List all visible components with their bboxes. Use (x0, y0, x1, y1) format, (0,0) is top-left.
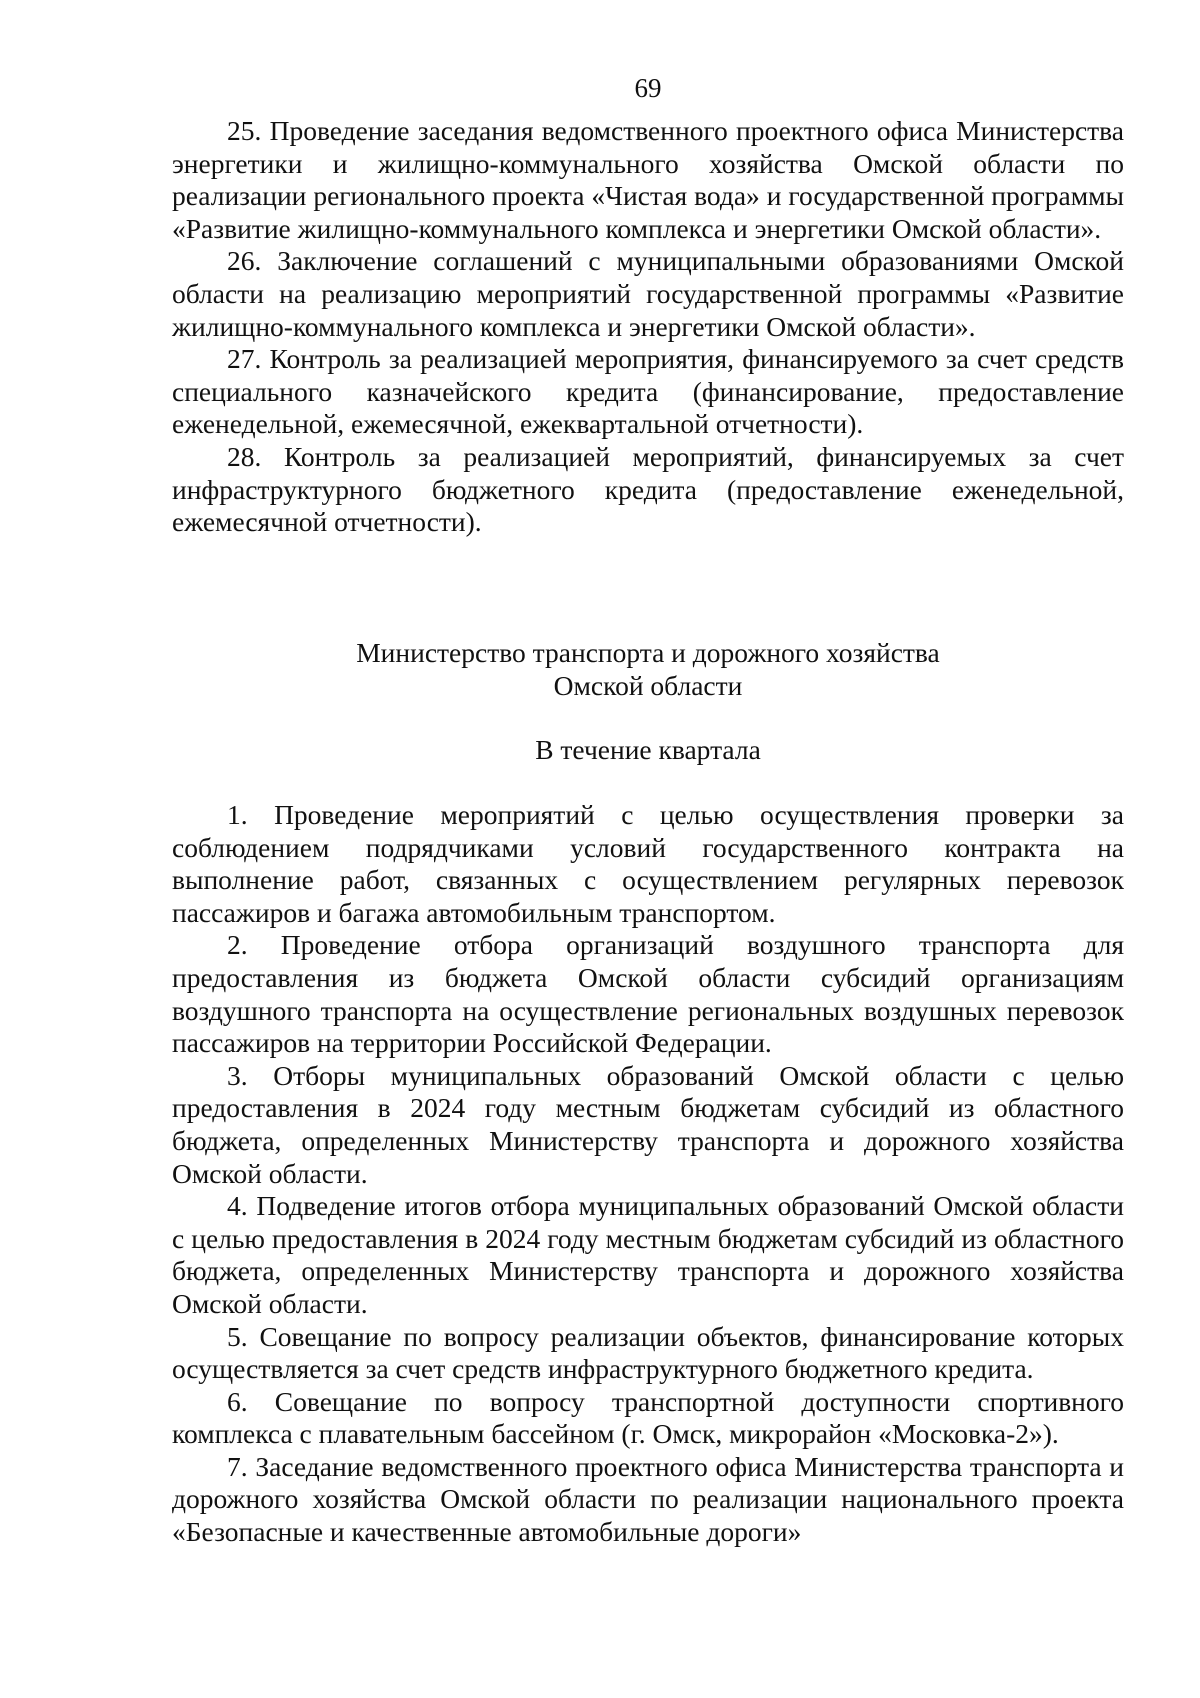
list-item: 1. Проведение мероприятий с целью осуществления проверки за соблюдением подрядчиками условий государственного контракта на выполнение работ, связанных с осуществлением регулярных перевозок пассажиров и багажа автомобильным транспортом. (172, 799, 1124, 928)
list-item: 26. Заключение соглашений с муниципальными образованиями Омской области на реализацию мероприятий государственной программы «Развитие жилищно-коммунального комплекса и энергетики Омской области». (172, 245, 1124, 342)
list-item: 28. Контроль за реализацией мероприятий, финансируемых за счет инфраструктурного бюджетного кредита (предоставление еженедельной, ежемесячной отчетности). (172, 440, 1124, 538)
transport-ministry-list (172, 799, 1124, 1549)
ministry-heading-line: Омской области (553, 669, 743, 701)
list-item: 2. Проведение отбора организаций воздушного транспорта для предоставления из бюджета Омской области субсидий организациям воздушного транспорта на осуществление региональных воздушных перевозок пассажиров на территории Российской Федерации. (172, 929, 1124, 1059)
ministry-heading-line: Министерство транспорта и дорожного хозяйства (356, 637, 940, 668)
list-item: 6. Совещание по вопросу транспортной доступности спортивного комплекса с плавательным бассейном (г. Омск, микрорайон «Московка-2»). (172, 1385, 1124, 1450)
list-item: 5. Совещание по вопросу реализации объектов, финансирование которых осуществляется за счет средств инфраструктурного бюджетного кредита. (172, 1320, 1124, 1385)
list-item: 25. Проведение заседания ведомственного проектного офиса Министерства энергетики и жилищно-коммунального хозяйства Омской области по реализации регионального проекта «Чистая вода» и государственной программы «Развитие жилищно-коммунального комплекса и энергетики Омской области». (172, 115, 1124, 244)
period-heading: В течение квартала (535, 734, 761, 765)
list-item: 3. Отборы муниципальных образований Омской области с целью предоставления в 2024 году местным бюджетам субсидий из областного бюджета, определенных Министерству транспорта и дорожного хозяйства Омской области. (172, 1059, 1124, 1189)
page-number: 69 (634, 73, 662, 103)
list-item: 4. Подведение итогов отбора муниципальных образований Омской области с целью предоставления в 2024 году местным бюджетам субсидий из областного бюджета, определенных Министерству транспорта и дорожного хозяйства Омской области. (172, 1190, 1124, 1319)
energy-ministry-list (172, 115, 1124, 539)
ministry-heading (172, 637, 1124, 702)
list-item: 27. Контроль за реализацией мероприятия, финансируемого за счет средств специального казначейского кредита (финансирование, предоставление еженедельной, ежемесячной, ежеквартальной отчетности). (172, 343, 1124, 440)
list-item: 7. Заседание ведомственного проектного офиса Министерства транспорта и дорожного хозяйства Омской области по реализации национального проекта «Безопасные и качественные автомобильные дороги» (172, 1450, 1124, 1548)
